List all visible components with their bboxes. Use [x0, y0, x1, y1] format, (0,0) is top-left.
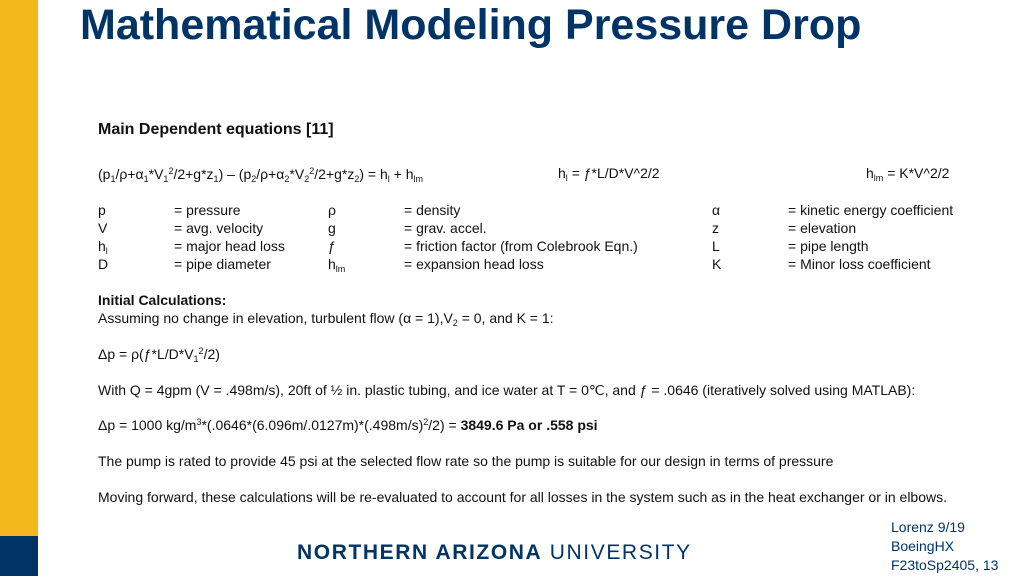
slide-footer-note: Lorenz 9/19 BoeingHX F23toSp2405, 13 — [891, 519, 999, 573]
major-loss-equation: $h_l$ = ƒ*L/D*V^2/2 — [558, 165, 660, 183]
variable-definition: = major head loss — [174, 238, 285, 254]
next-steps-note: Moving forward, these calculations will be re-evaluated to account for all losses in the system such as in the heat exchanger or in elbows. — [98, 489, 947, 505]
variable-symbol: L — [712, 238, 720, 254]
variable-symbol: p — [98, 202, 106, 218]
given-conditions: With Q = 4gpm (V = .498m/s), 20ft of ½ in. plastic tubing, and ice water at T = 0℃, and ƒ = .0646 (iteratively solved using MATLAB): — [98, 382, 916, 398]
variable-definition: = Minor loss coefficient — [788, 256, 931, 272]
pressure-drop-formula: $\Delta p = \rho(ƒ*L/D*V_1^2/2)$ — [98, 346, 220, 364]
variable-definition: = density — [404, 202, 461, 218]
bernoulli-equation: $(p_1/\rho+\alpha_1*V_1^2/2+g*z_1) - (p_2/\rho+\alpha_2*V_2^2/2+g*z_2) = h_l + h_{lm}$ — [98, 166, 423, 184]
variable-definition: = kinetic energy coefficient — [788, 202, 954, 218]
university-logo: NORTHERN ARIZONA UNIVERSITY — [297, 541, 692, 564]
left-accent-bar-bottom — [0, 536, 38, 576]
variable-symbol: D — [98, 256, 109, 272]
variable-definition: = pipe diameter — [174, 256, 271, 272]
minor-loss-equation: $h_{lm}$ = K*V^2/2 — [866, 165, 950, 183]
variable-symbol: V — [98, 220, 108, 236]
variable-symbol: $h_{lm}$ — [328, 256, 346, 274]
variable-definition: = pressure — [174, 202, 241, 218]
pressure-drop-result: 3849.6 Pa or .558 psi — [460, 417, 598, 433]
variable-definition: = pipe length — [788, 238, 869, 254]
variable-definition: = grav. accel. — [404, 220, 487, 236]
assumptions-line: Assuming no change in elevation, turbulent flow $(\alpha = 1),V_2 = 0$, and K = 1: — [98, 310, 554, 328]
pressure-drop-calculation: Δp = 1000 $kg/m^3*(.0646*(6.096m/.0127m)*(.498m/s)^2/2) = 3849.6$ Pa or .558 psi — [98, 417, 598, 433]
variable-symbol: ƒ — [328, 238, 336, 254]
pump-rating-note: The pump is rated to provide 45 psi at the selected flow rate so the pump is suitable for our design in terms of pressure — [98, 453, 834, 469]
page-title: Mathematical Modeling Pressure Drop — [80, 1, 862, 49]
variable-definition: = expansion head loss — [404, 256, 544, 272]
variable-symbol: ρ — [328, 202, 336, 218]
variable-symbol: α — [712, 202, 721, 218]
variable-symbol: K — [712, 256, 722, 272]
variable-definition: = elevation — [788, 220, 857, 236]
variable-symbol: z — [712, 220, 719, 236]
variable-symbol: $h_l$ — [98, 238, 108, 256]
variable-definition: = avg. velocity — [174, 220, 264, 236]
variable-symbol: g — [328, 220, 336, 236]
variable-definition: = friction factor (from Colebrook Eqn.) — [404, 238, 638, 254]
left-accent-bar — [0, 0, 38, 536]
initial-calc-heading: Initial Calculations: — [98, 292, 227, 308]
section-heading: Main Dependent equations [11] — [98, 121, 334, 138]
